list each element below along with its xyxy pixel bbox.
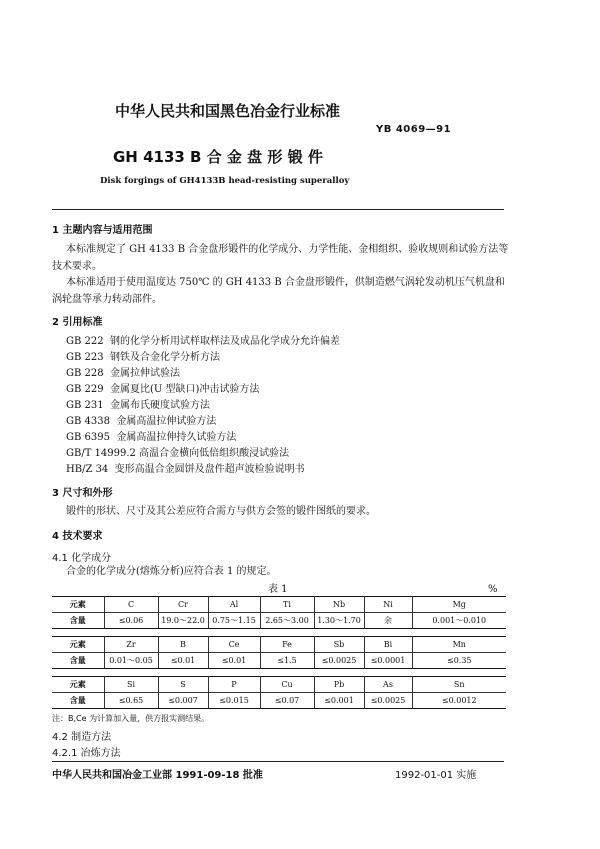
table-cell: ≤0.01 xyxy=(208,653,260,669)
section-3-heading: 3 尺寸和外形 xyxy=(52,488,113,499)
table-header-cell: Si xyxy=(104,677,158,693)
table-cell: 0.01～0.05 xyxy=(104,653,158,669)
table-unit: % xyxy=(488,584,498,595)
reference-item: GB 6395 金属高温拉伸持久试验方法 xyxy=(66,432,237,443)
table-cell: ≤0.015 xyxy=(208,693,260,709)
table-header-cell: B xyxy=(158,637,208,653)
table-header-cell: Ni xyxy=(364,597,412,613)
table-header-cell: 元素 xyxy=(52,597,104,613)
section-4-1-heading: 4.1 化学成分 xyxy=(52,553,112,564)
table-header-cell: Mn xyxy=(412,637,506,653)
table-cell: 含量 xyxy=(52,693,104,709)
table-header-cell: Fe xyxy=(260,637,314,653)
table-header-cell: Al xyxy=(208,597,260,613)
section-1-heading: 1 主题内容与适用范围 xyxy=(52,225,153,236)
table-cell: ≤0.0025 xyxy=(314,653,364,669)
reference-item: GB 228 金属拉伸试验法 xyxy=(66,368,180,379)
table-cell: ≤0.0001 xyxy=(364,653,412,669)
table-header-cell: S xyxy=(158,677,208,693)
section-4-1-para: 合金的化学成分(熔炼分析)应符合表 1 的规定。 xyxy=(66,566,277,577)
header-rule xyxy=(52,209,504,210)
table-header-cell: Pb xyxy=(314,677,364,693)
table-cell: 0.001～0.010 xyxy=(412,613,506,629)
table-cell: ≤0.007 xyxy=(158,693,208,709)
table-cell: ≤0.07 xyxy=(260,693,314,709)
table-cell: ≤0.06 xyxy=(104,613,158,629)
composition-table-group-1 xyxy=(52,596,506,629)
table-header-cell: Ti xyxy=(260,597,314,613)
table-header-cell: Ce xyxy=(208,637,260,653)
section-2-heading: 2 引用标准 xyxy=(52,317,103,328)
document-title-english: Disk forgings of GH4133B head-resisting superalloy xyxy=(100,176,350,186)
table-header-cell: Cr xyxy=(158,597,208,613)
table-cell: ≤0.001 xyxy=(314,693,364,709)
table-header-cell: C xyxy=(104,597,158,613)
table-cell: 19.0～22.0 xyxy=(158,613,208,629)
table-cell: ≤0.0025 xyxy=(364,693,412,709)
section-4-2-heading: 4.2 制造方法 xyxy=(52,732,112,743)
composition-table-group-2 xyxy=(52,636,506,669)
table-cell: ≤1.5 xyxy=(260,653,314,669)
section-4-heading: 4 技术要求 xyxy=(52,531,103,542)
section-1-para-1-line-2: 技术要求。 xyxy=(52,261,102,272)
table-cell: 0.75～1.15 xyxy=(208,613,260,629)
document-title: GH 4133 B 合 金 盘 形 锻 件 xyxy=(113,148,323,166)
org-title: 中华人民共和国黑色冶金行业标准 xyxy=(115,102,341,120)
implementation-date: 1992-01-01 实施 xyxy=(395,770,477,781)
table-cell: ≤0.35 xyxy=(412,653,506,669)
table-header-cell: Cu xyxy=(260,677,314,693)
table-header-cell: 元素 xyxy=(52,637,104,653)
reference-item: GB 4338 金属高温拉伸试验方法 xyxy=(66,416,217,427)
table-header-cell: 元素 xyxy=(52,677,104,693)
table-caption: 表 1 xyxy=(268,584,288,595)
reference-item: GB/T 14999.2 高温合金横向低倍组织酸浸试验法 xyxy=(66,448,290,459)
section-3-para: 锻件的形状、尺寸及其公差应符合需方与供方会签的锻件图纸的要求。 xyxy=(66,506,376,517)
table-cell: ≤0.65 xyxy=(104,693,158,709)
section-1-para-1-line-1: 本标准规定了 GH 4133 B 合金盘形锻件的化学成分、力学性能、金相组织、验收规则和试验方法等 xyxy=(66,244,509,255)
section-1-para-2-line-2: 涡轮盘等承力转动部件。 xyxy=(52,294,162,305)
section-4-2-1-heading: 4.2.1 冶炼方法 xyxy=(52,748,121,759)
section-1-para-2-line-1: 本标准适用于使用温度达 750℃ 的 GH 4133 B 合金盘形锻件，供制造燃气涡轮发动机压气机盘和 xyxy=(66,277,505,288)
table-header-cell: Sb xyxy=(314,637,364,653)
reference-item: GB 229 金属夏比(U 型缺口)冲击试验方法 xyxy=(66,384,260,395)
table-header-cell: Nb xyxy=(314,597,364,613)
footer-rule xyxy=(52,761,504,762)
reference-item: GB 222 钢的化学分析用试样取样法及成品化学成分允许偏差 xyxy=(66,336,340,347)
table-header-cell: As xyxy=(364,677,412,693)
standard-number: YB 4069—91 xyxy=(376,124,452,135)
table-cell: 含量 xyxy=(52,653,104,669)
table-header-cell: Bi xyxy=(364,637,412,653)
table-cell: 1.30～1.70 xyxy=(314,613,364,629)
table-header-cell: Mg xyxy=(412,597,506,613)
table-header-cell: Sn xyxy=(412,677,506,693)
table-header-cell: P xyxy=(208,677,260,693)
reference-item: GB 231 金属布氏硬度试验方法 xyxy=(66,400,210,411)
table-cell: 含量 xyxy=(52,613,104,629)
table-note: 注：B,Ce 为计算加入量，供方报实测结果。 xyxy=(52,714,210,723)
reference-item: HB/Z 34 变形高温合金圆饼及盘件超声波检验说明书 xyxy=(66,464,305,475)
composition-table-group-3 xyxy=(52,676,506,709)
table-cell: 2.65～3.00 xyxy=(260,613,314,629)
reference-item: GB 223 钢铁及合金化学分析方法 xyxy=(66,352,220,363)
table-header-cell: Zr xyxy=(104,637,158,653)
approval-statement: 中华人民共和国冶金工业部 1991-09-18 批准 xyxy=(52,770,263,781)
table-cell: ≤0.01 xyxy=(158,653,208,669)
table-cell: 余 xyxy=(364,613,412,629)
table-cell: ≤0.0012 xyxy=(412,693,506,709)
